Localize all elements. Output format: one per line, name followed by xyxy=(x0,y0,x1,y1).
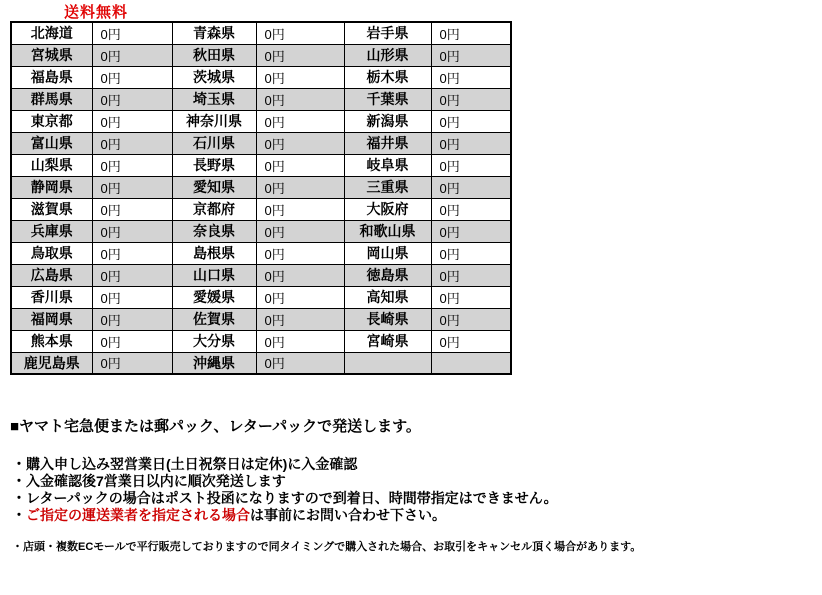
carrier-request-rest: は事前にお問い合わせ下さい。 xyxy=(250,507,446,523)
table-row xyxy=(11,198,511,220)
notes-list xyxy=(12,456,558,524)
prefecture-cell: 神奈川県 xyxy=(172,110,256,132)
prefecture-cell: 山梨県 xyxy=(11,154,92,176)
prefecture-cell: 熊本県 xyxy=(11,330,92,352)
fee-cell: 0円 xyxy=(431,330,511,352)
prefecture-cell: 香川県 xyxy=(11,286,92,308)
fee-cell: 0円 xyxy=(92,88,172,110)
fee-cell: 0円 xyxy=(92,286,172,308)
fee-cell: 0円 xyxy=(256,198,344,220)
fee-cell: 0円 xyxy=(256,220,344,242)
fee-cell: 0円 xyxy=(256,44,344,66)
fee-cell: 0円 xyxy=(431,286,511,308)
prefecture-cell: 北海道 xyxy=(11,22,92,44)
table-row xyxy=(11,154,511,176)
fee-cell: 0円 xyxy=(256,66,344,88)
fee-cell: 0円 xyxy=(431,242,511,264)
fee-cell: 0円 xyxy=(92,44,172,66)
prefecture-cell: 栃木県 xyxy=(344,66,431,88)
prefecture-cell: 兵庫県 xyxy=(11,220,92,242)
prefecture-cell: 三重県 xyxy=(344,176,431,198)
fee-cell: 0円 xyxy=(256,154,344,176)
prefecture-cell: 奈良県 xyxy=(172,220,256,242)
prefecture-cell: 和歌山県 xyxy=(344,220,431,242)
shipping-method-note: ■ヤマト宅急便または郵パック、レターパックで発送します。 xyxy=(10,418,421,435)
prefecture-cell: 滋賀県 xyxy=(11,198,92,220)
disclaimer-note: ・店頭・複数ECモールで平行販売しておりますので同タイミングで購入された場合、お取引をキャンセル頂く場合があります。 xyxy=(12,541,642,553)
prefecture-cell: 沖縄県 xyxy=(172,352,256,374)
prefecture-cell: 長野県 xyxy=(172,154,256,176)
fee-cell: 0円 xyxy=(256,264,344,286)
fee-cell: 0円 xyxy=(92,132,172,154)
fee-cell: 0円 xyxy=(431,22,511,44)
table-row xyxy=(11,220,511,242)
prefecture-cell: 鳥取県 xyxy=(11,242,92,264)
prefecture-cell: 広島県 xyxy=(11,264,92,286)
note-line-letterpack: ・レターパックの場合はポスト投函になりますので到着日、時間帯指定はできません。 xyxy=(12,490,558,506)
fee-cell: 0円 xyxy=(256,308,344,330)
prefecture-cell: 青森県 xyxy=(172,22,256,44)
table-row xyxy=(11,286,511,308)
table-row xyxy=(11,66,511,88)
fee-cell: 0円 xyxy=(431,154,511,176)
fee-cell: 0円 xyxy=(256,286,344,308)
fee-cell: 0円 xyxy=(431,110,511,132)
fee-cell: 0円 xyxy=(92,308,172,330)
fee-cell: 0円 xyxy=(92,330,172,352)
prefecture-cell: 長崎県 xyxy=(344,308,431,330)
table-row xyxy=(11,110,511,132)
carrier-request-highlight: ご指定の運送業者を指定される場合 xyxy=(26,507,250,523)
prefecture-cell: 山形県 xyxy=(344,44,431,66)
prefecture-cell: 大阪府 xyxy=(344,198,431,220)
prefecture-cell: 福井県 xyxy=(344,132,431,154)
fee-cell: 0円 xyxy=(92,110,172,132)
fee-cell xyxy=(431,352,511,374)
fee-cell: 0円 xyxy=(256,242,344,264)
fee-cell: 0円 xyxy=(256,22,344,44)
prefecture-cell: 富山県 xyxy=(11,132,92,154)
fee-cell: 0円 xyxy=(431,66,511,88)
fee-cell: 0円 xyxy=(92,22,172,44)
prefecture-cell: 高知県 xyxy=(344,286,431,308)
fee-cell: 0円 xyxy=(92,154,172,176)
bullet-marker: ・ xyxy=(12,507,26,523)
prefecture-cell: 岡山県 xyxy=(344,242,431,264)
table-row xyxy=(11,242,511,264)
prefecture-cell xyxy=(344,352,431,374)
note-line-payment-confirm: ・購入申し込み翌営業日(土日祝祭日は定休)に入金確認 xyxy=(12,456,358,472)
prefecture-cell: 宮崎県 xyxy=(344,330,431,352)
table-row xyxy=(11,352,511,374)
fee-cell: 0円 xyxy=(431,88,511,110)
prefecture-cell: 大分県 xyxy=(172,330,256,352)
fee-cell: 0円 xyxy=(431,176,511,198)
prefecture-cell: 宮城県 xyxy=(11,44,92,66)
fee-cell: 0円 xyxy=(92,198,172,220)
prefecture-cell: 鹿児島県 xyxy=(11,352,92,374)
prefecture-cell: 山口県 xyxy=(172,264,256,286)
prefecture-cell: 千葉県 xyxy=(344,88,431,110)
prefecture-cell: 佐賀県 xyxy=(172,308,256,330)
prefecture-cell: 福島県 xyxy=(11,66,92,88)
prefecture-cell: 新潟県 xyxy=(344,110,431,132)
fee-cell: 0円 xyxy=(431,264,511,286)
table-row xyxy=(11,308,511,330)
fee-cell: 0円 xyxy=(92,176,172,198)
note-line-carrier-request xyxy=(12,507,558,524)
fee-cell: 0円 xyxy=(256,110,344,132)
free-shipping-label: 送料無料 xyxy=(64,4,129,21)
fee-cell: 0円 xyxy=(92,242,172,264)
prefecture-cell: 群馬県 xyxy=(11,88,92,110)
prefecture-cell: 島根県 xyxy=(172,242,256,264)
table-row xyxy=(11,264,511,286)
prefecture-cell: 石川県 xyxy=(172,132,256,154)
prefecture-cell: 静岡県 xyxy=(11,176,92,198)
prefecture-cell: 秋田県 xyxy=(172,44,256,66)
table-row xyxy=(11,88,511,110)
fee-cell: 0円 xyxy=(256,88,344,110)
shipping-table-body xyxy=(11,22,511,374)
shipping-fee-table xyxy=(10,21,512,375)
note-line-dispatch: ・入金確認後7営業日以内に順次発送します xyxy=(12,473,286,489)
table-row xyxy=(11,132,511,154)
prefecture-cell: 埼玉県 xyxy=(172,88,256,110)
table-row xyxy=(11,330,511,352)
prefecture-cell: 岩手県 xyxy=(344,22,431,44)
table-row xyxy=(11,176,511,198)
prefecture-cell: 徳島県 xyxy=(344,264,431,286)
fee-cell: 0円 xyxy=(256,176,344,198)
fee-cell: 0円 xyxy=(92,352,172,374)
fee-cell: 0円 xyxy=(431,132,511,154)
prefecture-cell: 茨城県 xyxy=(172,66,256,88)
prefecture-cell: 東京都 xyxy=(11,110,92,132)
fee-cell: 0円 xyxy=(92,264,172,286)
prefecture-cell: 愛媛県 xyxy=(172,286,256,308)
fee-cell: 0円 xyxy=(92,66,172,88)
fee-cell: 0円 xyxy=(256,132,344,154)
table-row xyxy=(11,22,511,44)
prefecture-cell: 愛知県 xyxy=(172,176,256,198)
prefecture-cell: 京都府 xyxy=(172,198,256,220)
fee-cell: 0円 xyxy=(431,198,511,220)
fee-cell: 0円 xyxy=(431,220,511,242)
fee-cell: 0円 xyxy=(92,220,172,242)
table-row xyxy=(11,44,511,66)
fee-cell: 0円 xyxy=(431,308,511,330)
fee-cell: 0円 xyxy=(431,44,511,66)
fee-cell: 0円 xyxy=(256,352,344,374)
prefecture-cell: 岐阜県 xyxy=(344,154,431,176)
fee-cell: 0円 xyxy=(256,330,344,352)
prefecture-cell: 福岡県 xyxy=(11,308,92,330)
